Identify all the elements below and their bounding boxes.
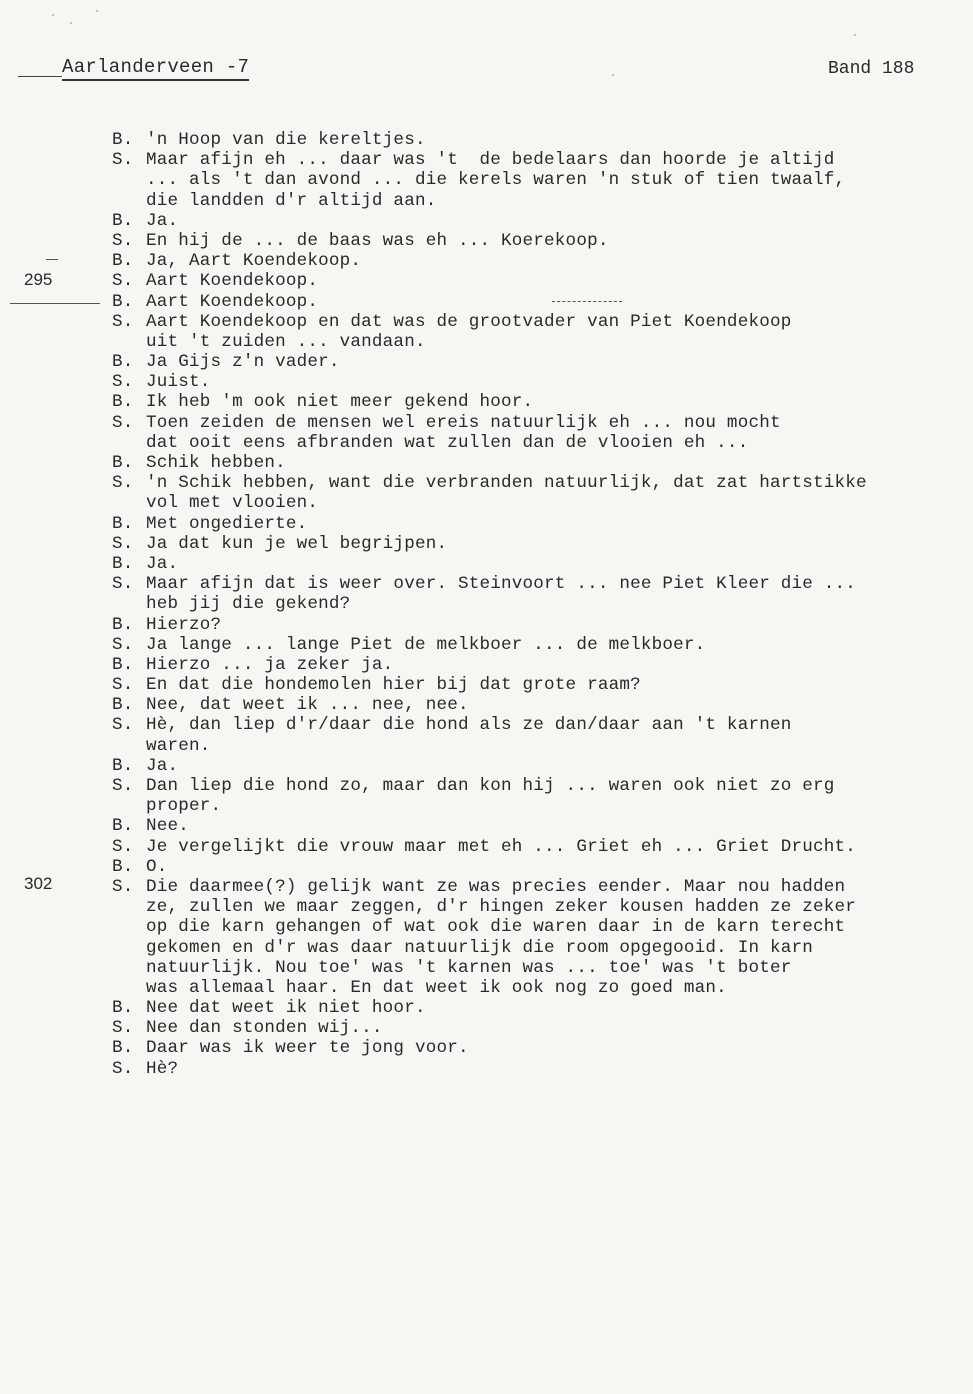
speaker-label	[112, 958, 146, 978]
utterance-text: ze, zullen we maar zeggen, d'r hingen zeker kousen hadden ze zeker	[146, 897, 857, 918]
speaker-label: B.	[112, 1038, 134, 1059]
utterance-text: Hierzo ... ja zeker ja.	[146, 654, 394, 675]
utterance-text: Hè, dan liep d'r/daar die hond als ze dan/daar aan 't karnen	[146, 715, 792, 736]
speaker-label: S.	[112, 271, 134, 292]
transcript-line	[112, 352, 973, 372]
speaker-label: B.	[112, 695, 134, 716]
speaker-label: S.	[112, 574, 134, 595]
utterance-text: Je vergelijkt die vrouw maar met eh ... Griet eh ... Griet Drucht.	[146, 836, 857, 857]
speaker-label: S.	[112, 533, 134, 554]
utterance-text: Ja, Aart Koendekoop.	[146, 251, 362, 272]
speaker-label: S.	[112, 634, 134, 655]
paper-speck	[96, 10, 98, 12]
transcript-line	[112, 251, 973, 271]
speaker-label	[112, 938, 146, 958]
transcript-line	[112, 1018, 973, 1038]
utterance-text: Met ongedierte.	[146, 513, 308, 534]
transcript-line	[112, 978, 973, 998]
utterance-text: Juist.	[146, 372, 211, 393]
utterance-text: 'n Schik hebben, want die verbranden natuurlijk, dat zat hartstikke	[146, 473, 867, 494]
transcript-line	[112, 312, 973, 332]
speaker-label: B.	[112, 553, 134, 574]
utterance-text: Schik hebben.	[146, 453, 286, 473]
utterance-text: En dat die hondemolen hier bij dat grote raam?	[146, 675, 641, 696]
utterance-text: 'n Hoop van die kereltjes.	[146, 130, 426, 150]
speaker-label	[112, 897, 146, 917]
transcript-line	[112, 715, 973, 735]
transcript-line	[112, 816, 973, 836]
utterance-text: was allemaal haar. En dat weet ik ook nog zo goed man.	[146, 977, 727, 998]
header-rule	[18, 76, 62, 77]
utterance-text: Ja.	[146, 755, 179, 776]
speaker-label: B.	[112, 998, 134, 1019]
utterance-text: Ik heb 'm ook niet meer gekend hoor.	[146, 392, 534, 413]
speaker-label: S.	[112, 1018, 134, 1039]
utterance-text: O.	[146, 856, 168, 877]
utterance-text: Dan liep die hond zo, maar dan kon hij ... waren ook niet zo erg	[146, 776, 835, 796]
speaker-label	[112, 917, 146, 937]
speaker-label	[112, 170, 146, 190]
transcript-line	[112, 433, 973, 453]
speaker-label: B.	[112, 654, 134, 675]
transcript-line	[112, 776, 973, 796]
margin-dash	[10, 303, 100, 304]
utterance-text: Maar afijn eh ... daar was 't de bedelaars dan hoorde je altijd	[146, 150, 835, 171]
speaker-label	[112, 736, 146, 756]
header-tape-number: Band 188	[828, 59, 915, 79]
speaker-label: B.	[112, 816, 134, 837]
transcript-line	[112, 554, 973, 574]
margin-note-counter: 295	[24, 270, 53, 289]
transcript-line	[112, 493, 973, 513]
speaker-label	[112, 191, 146, 211]
paper-speck	[52, 14, 54, 16]
utterance-text: Ja dat kun je wel begrijpen.	[146, 533, 448, 554]
speaker-label: S.	[112, 230, 134, 251]
transcript-line	[112, 998, 973, 1018]
utterance-text: Ja lange ... lange Piet de melkboer ... de melkboer.	[146, 634, 706, 655]
transcript-line	[112, 897, 973, 917]
speaker-label: B.	[112, 251, 134, 272]
transcript-line	[112, 392, 973, 412]
interview-transcript	[112, 130, 973, 1079]
speaker-label	[112, 978, 146, 998]
utterance-text: op die karn gehangen of wat ook die waren daar in de karn terecht	[146, 917, 846, 938]
transcript-line	[112, 756, 973, 776]
speaker-label	[112, 493, 146, 513]
utterance-text: Hè?	[146, 1058, 179, 1079]
utterance-text: heb jij die gekend?	[146, 594, 351, 615]
transcript-line	[112, 231, 973, 251]
transcript-line	[112, 958, 973, 978]
speaker-label: B.	[112, 130, 134, 150]
utterance-text: Nee dan stonden wij...	[146, 1018, 383, 1039]
transcript-line	[112, 130, 973, 150]
margin-dash	[46, 259, 58, 260]
utterance-text: Die daarmee(?) gelijk want ze was precies eender. Maar nou hadden	[146, 876, 846, 897]
speaker-label: B.	[112, 291, 134, 312]
utterance-text: die landden d'r altijd aan.	[146, 190, 437, 211]
transcript-line	[112, 271, 973, 291]
transcript-line	[112, 150, 973, 170]
speaker-label: B.	[112, 392, 134, 413]
utterance-text: gekomen en d'r was daar natuurlijk die room opgegooid. In karn	[146, 937, 813, 958]
utterance-text: Ja Gijs z'n vader.	[146, 352, 340, 373]
paper-speck	[70, 22, 72, 24]
transcript-line	[112, 917, 973, 937]
transcript-line	[112, 877, 973, 897]
speaker-label: B.	[112, 856, 134, 877]
transcript-line	[112, 837, 973, 857]
transcript-line	[112, 514, 973, 534]
transcript-line	[112, 1059, 973, 1079]
transcript-line	[112, 574, 973, 594]
speaker-label: B.	[112, 210, 134, 231]
utterance-text: Aart Koendekoop.	[146, 271, 319, 292]
speaker-label: B.	[112, 352, 134, 373]
utterance-text: Toen zeiden de mensen wel ereis natuurlijk eh ... nou mocht	[146, 412, 781, 433]
utterance-text: vol met vlooien.	[146, 493, 319, 514]
utterance-text: natuurlijk. Nou toe' was 't karnen was ... toe' was 't boter	[146, 957, 792, 978]
speaker-label: S.	[112, 1058, 134, 1079]
utterance-text: waren.	[146, 735, 211, 756]
utterance-text: Ja.	[146, 553, 179, 574]
speaker-label: S.	[112, 776, 134, 796]
utterance-text: Hierzo?	[146, 614, 222, 635]
speaker-label	[112, 433, 146, 453]
speaker-label: S.	[112, 836, 134, 857]
utterance-text: Maar afijn dat is weer over. Steinvoort ... nee Piet Kleer die ...	[146, 574, 857, 595]
transcript-line	[112, 1038, 973, 1058]
margin-note-counter: 302	[24, 874, 53, 893]
utterance-text: Nee, dat weet ik ... nee, nee.	[146, 695, 469, 716]
utterance-text: En hij de ... de baas was eh ... Koerekoop.	[146, 230, 609, 251]
speaker-label: S.	[112, 876, 134, 897]
transcript-line	[112, 695, 973, 715]
speaker-label: S.	[112, 412, 134, 433]
utterance-text: Nee dat weet ik niet hoor.	[146, 998, 426, 1019]
utterance-text: Daar was ik weer te jong voor.	[146, 1038, 469, 1059]
speaker-label	[112, 796, 146, 816]
speaker-label	[112, 332, 146, 352]
speaker-label: S.	[112, 311, 134, 332]
utterance-text: ... als 't dan avond ... die kerels waren 'n stuk of tien twaalf,	[146, 170, 846, 191]
speaker-label: S.	[112, 675, 134, 696]
transcript-line	[112, 938, 973, 958]
speaker-label: B.	[112, 453, 134, 473]
utterance-text: uit 't zuiden ... vandaan.	[146, 331, 426, 352]
transcript-line	[112, 796, 973, 816]
transcript-line	[112, 857, 973, 877]
speaker-label: S.	[112, 372, 134, 393]
utterance-text: Aart Koendekoop en dat was de grootvader van Piet Koendekoop	[146, 311, 792, 332]
transcript-line	[112, 655, 973, 675]
utterance-text: Aart Koendekoop.	[146, 291, 319, 312]
header-location: Aarlanderveen -7	[62, 56, 249, 81]
utterance-text: dat ooit eens afbranden wat zullen dan de vlooien eh ...	[146, 432, 749, 453]
paper-speck	[612, 74, 614, 76]
transcript-line	[112, 473, 973, 493]
transcript-line	[112, 675, 973, 695]
transcript-line	[112, 635, 973, 655]
transcript-line	[112, 413, 973, 433]
speaker-label: B.	[112, 755, 134, 776]
transcript-line	[112, 211, 973, 231]
transcript-line	[112, 615, 973, 635]
speaker-label	[112, 594, 146, 614]
transcript-line	[112, 372, 973, 392]
transcript-line	[112, 292, 973, 312]
transcript-line	[112, 453, 973, 473]
transcript-line	[112, 594, 973, 614]
transcript-line	[112, 332, 973, 352]
speaker-label: S.	[112, 473, 134, 494]
speaker-label: S.	[112, 150, 134, 171]
utterance-text: proper.	[146, 796, 222, 817]
utterance-text: Ja.	[146, 210, 179, 231]
transcript-line	[112, 191, 973, 211]
transcript-line	[112, 736, 973, 756]
speaker-label: B.	[112, 513, 134, 534]
speaker-label: S.	[112, 715, 134, 736]
paper-speck	[854, 34, 856, 36]
transcript-line	[112, 534, 973, 554]
utterance-text: Nee.	[146, 816, 190, 837]
transcript-line	[112, 170, 973, 190]
speaker-label: B.	[112, 614, 134, 635]
